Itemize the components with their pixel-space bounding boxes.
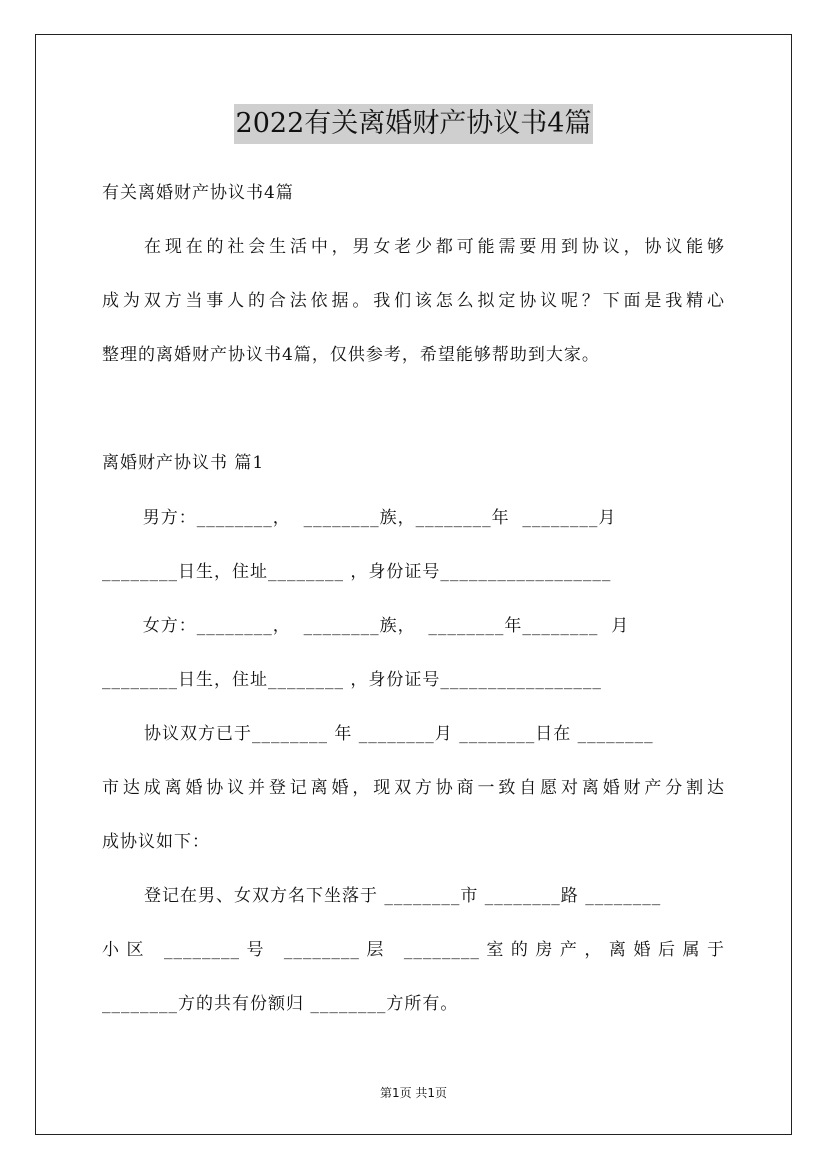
body-line-10: ________方的共有份额归 ________方所有。 bbox=[102, 994, 459, 1014]
body-line-6: 市达成离婚协议并登记离婚，现双方协商一致自愿对离婚财产分割达 bbox=[102, 778, 725, 798]
body-line-1: 男方：________， ________族，________年 ________月 bbox=[130, 508, 617, 528]
body-line-5: 协议双方已于________ 年 ________月 ________日在 ________ bbox=[144, 724, 654, 744]
page-footer: 第1页 共1页 bbox=[379, 1086, 448, 1100]
body-line-7: 成协议如下： bbox=[102, 832, 210, 852]
intro-line-2: 成为双方当事人的合法依据。我们该怎么拟定协议呢？下面是我精心 bbox=[102, 291, 725, 311]
intro-line-3: 整理的离婚财产协议书4篇，仅供参考，希望能够帮助到大家。 bbox=[102, 345, 600, 365]
body-line-8: 登记在男、女双方名下坐落于 ________市 ________路 ________ bbox=[144, 886, 662, 906]
body-line-9: 小区 ________号 ________层 ________室的房产，离婚后属于 bbox=[102, 940, 725, 960]
body-line-2: ________日生，住址________ ，身份证号__________________ bbox=[102, 562, 612, 582]
body-line-4: ________日生，住址________ ，身份证号_________________ bbox=[102, 670, 602, 690]
intro-line-1: 在现在的社会生活中，男女老少都可能需要用到协议，协议能够 bbox=[144, 237, 725, 257]
document-title: 2022有关离婚财产协议书4篇 bbox=[234, 104, 594, 144]
subtitle: 有关离婚财产协议书4篇 bbox=[102, 183, 294, 203]
body-line-3: 女方：________， ________族， ________年________ 月 bbox=[130, 616, 630, 636]
section-heading: 离婚财产协议书 篇1 bbox=[102, 453, 265, 473]
